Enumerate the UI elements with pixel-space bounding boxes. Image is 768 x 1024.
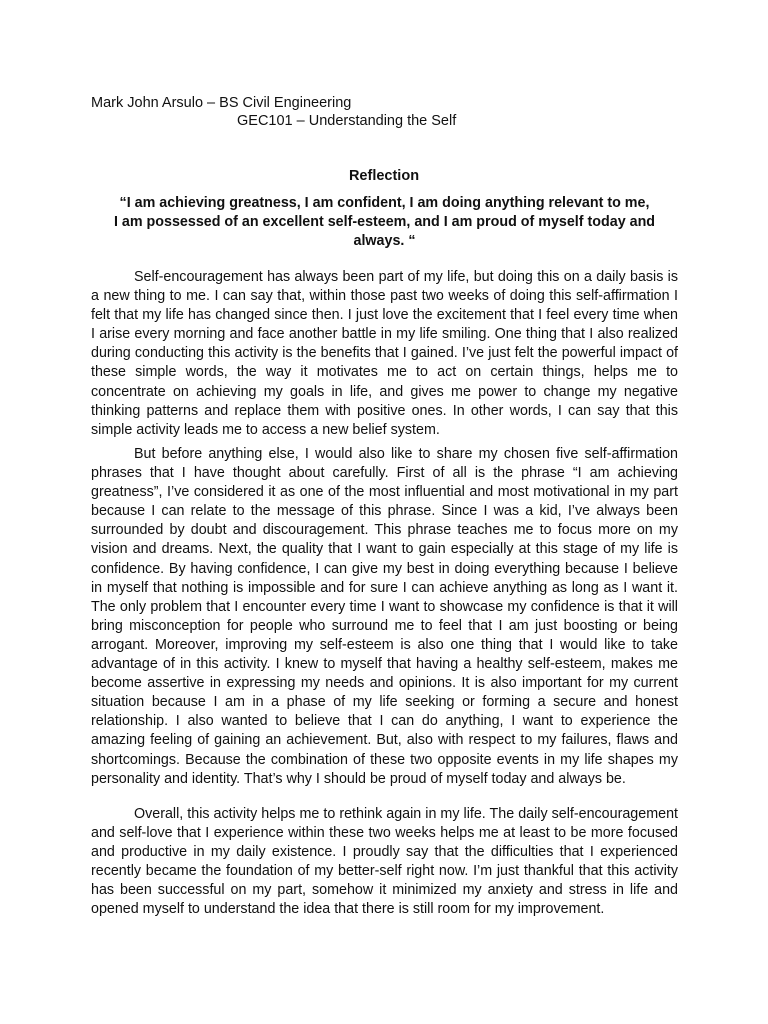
- body-paragraph: Overall, this activity helps me to rethink again in my life. The daily self-encouragement and self-love that I experience within these two weeks helps me at least to be more focused and productive in my daily existence. I proudly say that the difficulties that I experienced recently became the foundation of my better-self right now. I’m just thankful that this activity has been successful on my part, somehow it minimized my anxiety and stress in life and opened myself to understand the idea that there is still room for my improvement.: [91, 806, 678, 918]
- quote-line: “I am achieving greatness, I am confident, I am doing anything relevant to me,: [119, 195, 650, 211]
- body-paragraph: But before anything else, I would also like to share my chosen five self-affirmation phrases that I have thought about carefully. First of all is the phrase “I am achieving greatness”, I’ve considered it as one of the most influential and most motivational in my part because I can relate to the message of this phrase. Since I was a kid, I’ve always been surrounded by doubt and discouragement. This phrase teaches me to focus more on my vision and dreams. Next, the quality that I want to gain especially at this stage of my life is confidence. By having confidence, I can give my best in doing everything because I believe in myself that nothing is impossible and for sure I can achieve anything as long as I want it. The only problem that I encounter every time I want to showcase my confidence is that it will bring misconception for people who surround me to feel that I am just boosting or being arrogant. Moreover, improving my self-esteem is also one thing that I would like to take advantage of in this activity. I knew to myself that having a healthy self-esteem, makes me become assertive in expressing my needs and opinions. It is also important for my current situation because I am in a phase of my life seeking or forming a secure and honest relationship. I also wanted to believe that I can do anything, I want to experience the amazing feeling of gaining an achievement. But, also with respect to my failures, flaws and shortcomings. Because the combination of these two opposite events in my life shapes my personality and identity. That’s why I should be proud of myself today and always be.: [91, 446, 678, 787]
- author-line: Mark John Arsulo – BS Civil Engineering: [91, 95, 352, 111]
- document-title: Reflection: [348, 168, 420, 184]
- body-paragraph: Self-encouragement has always been part of my life, but doing this on a daily basis is a new thing to me. I can say that, within those past two weeks of doing this self-affirmation I felt that my life has changed since then. I just love the excitement that I feel every time when I arise every morning and face another battle in my life smiling. One thing that I also realized during conducting this activity is the benefits that I gained. I’ve just felt the powerful impact of these simple words, the way it motivates me to act on certain things, helps me to concentrate on achieving my goals in life, and gives me power to change my negative thinking patterns and replace them with positive ones. In other words, I can say that this simple activity leads me to access a new belief system.: [91, 269, 678, 438]
- affirmation-quote: [91, 194, 678, 251]
- quote-line: I am possessed of an excellent self-esteem, and I am proud of myself today and: [113, 214, 656, 230]
- quote-line: always. “: [353, 233, 416, 249]
- course-line: GEC101 – Understanding the Self: [237, 113, 457, 129]
